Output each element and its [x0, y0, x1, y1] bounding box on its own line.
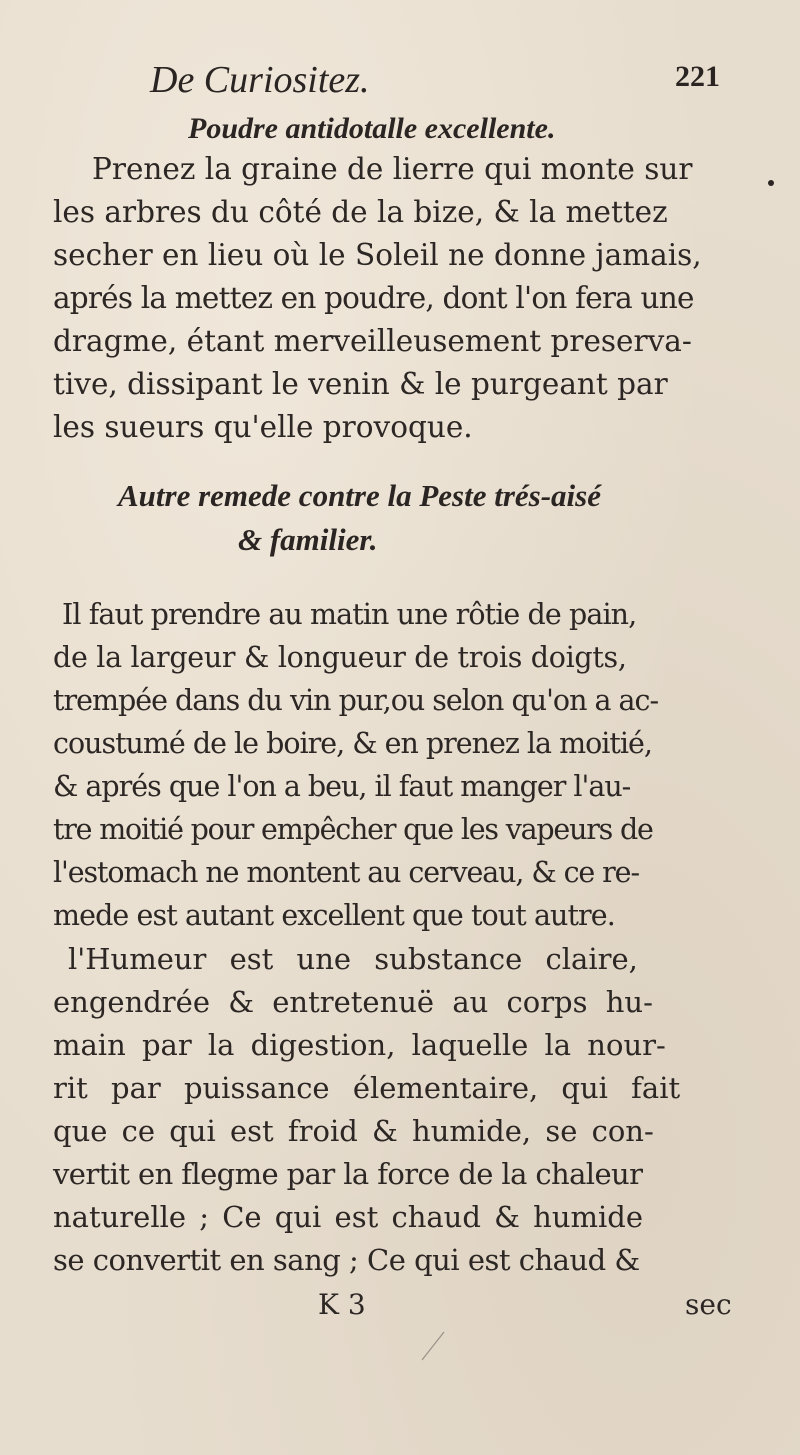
text-line: se convertit en sang ; Ce qui est chaud & — [53, 1243, 640, 1277]
section-title-line-1: Autre remede contre la Peste trés-aisé — [118, 478, 601, 513]
text-line: que ce qui est froid & humide, se con- — [53, 1114, 654, 1148]
pencil-mark — [418, 1330, 448, 1364]
ink-spot — [768, 180, 774, 186]
text-line: naturelle ; Ce qui est chaud & humide — [53, 1200, 644, 1234]
text-line: les arbres du côté de la bize, & la mettez — [53, 195, 668, 229]
text-line: dragme, étant merveilleusement preserva- — [53, 324, 692, 358]
catchword: sec — [685, 1288, 732, 1321]
text-line: aprés la mettez en poudre, dont l'on fera une — [53, 281, 694, 315]
text-line: rit par puissance élementaire, qui fait — [53, 1071, 681, 1105]
text-line: vertit en flegme par la force de la chaleur — [53, 1157, 643, 1191]
text-line: engendrée & entretenuë au corps hu- — [53, 985, 653, 1019]
text-line: Il faut prendre au matin une rôtie de pain, — [62, 598, 637, 631]
text-line: secher en lieu où le Soleil ne donne jamais, — [53, 238, 702, 272]
text-line: coustumé de le boire, & en prenez la moitié, — [53, 727, 652, 760]
text-line: les sueurs qu'elle provoque. — [53, 410, 473, 444]
running-head: De Curiositez. — [150, 59, 370, 101]
text-line: main par la digestion, laquelle la nour- — [53, 1028, 666, 1062]
text-line: l'estomach ne montent au cerveau, & ce re- — [53, 856, 639, 889]
text-line: l'Humeur est une substance claire, — [68, 942, 638, 976]
section-title-line-2: & familier. — [238, 522, 378, 557]
text-line: de la largeur & longueur de trois doigts, — [53, 641, 627, 674]
page-header — [150, 58, 720, 108]
text-line: tive, dissipant le venin & le purgeant par — [53, 367, 668, 401]
page-number: 221 — [675, 60, 720, 93]
page-footer — [0, 1288, 800, 1328]
text-line: mede est autant excellent que tout autre. — [53, 899, 615, 932]
text-line: Prenez la graine de lierre qui monte sur — [92, 152, 693, 186]
section-title: Poudre antidotalle excellente. — [188, 112, 556, 145]
text-line: tre moitié pour empêcher que les vapeurs de — [53, 813, 653, 846]
text-line: trempée dans du vin pur,ou selon qu'on a ac- — [53, 684, 659, 717]
text-line: & aprés que l'on a beu, il faut manger l'au- — [53, 770, 631, 803]
signature-mark: K 3 — [318, 1288, 366, 1321]
